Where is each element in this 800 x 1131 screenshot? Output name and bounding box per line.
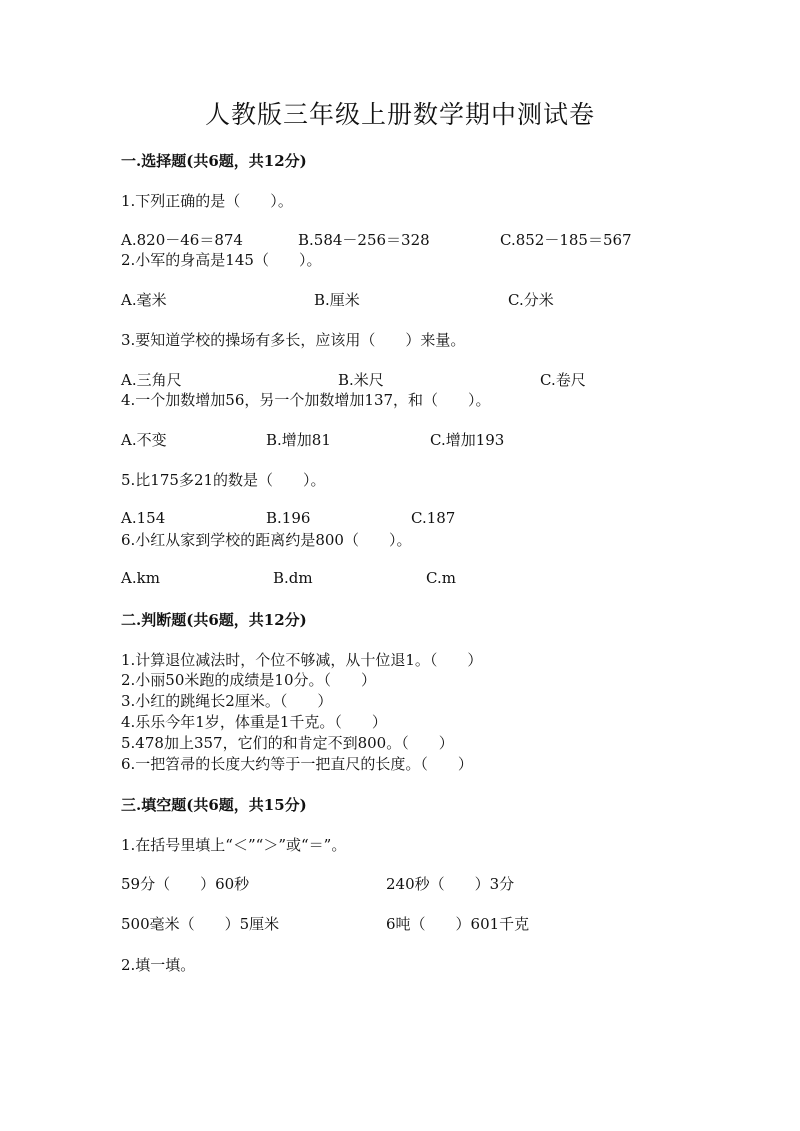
- page-title: 人教版三年级上册数学期中测试卷: [204, 100, 595, 129]
- option-c: C.分米: [508, 291, 554, 309]
- option-b: B.196: [266, 509, 311, 527]
- option-b: B.584－256＝328: [298, 231, 430, 249]
- option-c: C.187: [411, 509, 456, 527]
- option-a: A.154: [121, 509, 166, 527]
- question-text: 4.一个加数增加56，另一个加数增加137，和（ ）。: [121, 391, 491, 409]
- judgement-item: 2.小丽50米跑的成绩是10分。（ ）: [121, 671, 376, 689]
- judgement-item: 6.一把笤帚的长度大约等于一把直尺的长度。（ ）: [121, 755, 473, 773]
- section-heading-choice: 一.选择题(共6题，共12分): [121, 152, 307, 170]
- option-a: A.三角尺: [121, 371, 182, 389]
- question-text: 5.比175多21的数是（ ）。: [121, 471, 326, 489]
- judgement-item: 5.478加上357，它们的和肯定不到800。（ ）: [121, 734, 454, 752]
- question-text: 2.小军的身高是145（ ）。: [121, 251, 322, 269]
- question-text: 1.在括号里填上“＜”“＞”或“＝”。: [121, 836, 347, 854]
- judgement-item: 1.计算退位减法时，个位不够减，从十位退1。（ ）: [121, 651, 483, 669]
- option-c: C.卷尺: [540, 371, 586, 389]
- option-a: A.km: [121, 569, 160, 587]
- option-b: B.增加81: [266, 431, 331, 449]
- question-text: 2.填一填。: [121, 956, 196, 974]
- compare-item: 500毫米（ ）5厘米: [121, 915, 280, 933]
- option-c: C.增加193: [430, 431, 505, 449]
- question-text: 1.下列正确的是（ ）。: [121, 192, 293, 210]
- option-b: B.米尺: [338, 371, 384, 389]
- option-a: A.不变: [121, 431, 167, 449]
- section-heading-fill: 三.填空题(共6题，共15分): [121, 796, 307, 814]
- judgement-item: 4.乐乐今年1岁，体重是1千克。（ ）: [121, 713, 387, 731]
- option-c: C.m: [426, 569, 456, 587]
- option-b: B.厘米: [314, 291, 360, 309]
- question-text: 6.小红从家到学校的距离约是800（ ）。: [121, 531, 412, 549]
- compare-item: 240秒（ ）3分: [386, 875, 515, 893]
- option-a: A.820－46＝874: [121, 231, 243, 249]
- question-text: 3.要知道学校的操场有多长，应该用（ ）来量。: [121, 331, 466, 349]
- compare-item: 59分（ ）60秒: [121, 875, 250, 893]
- compare-item: 6吨（ ）601千克: [386, 915, 530, 933]
- section-heading-judgement: 二.判断题(共6题，共12分): [121, 611, 307, 629]
- judgement-item: 3.小红的跳绳长2厘米。（ ）: [121, 692, 333, 710]
- option-c: C.852－185＝567: [500, 231, 632, 249]
- option-b: B.dm: [273, 569, 313, 587]
- option-a: A.毫米: [121, 291, 167, 309]
